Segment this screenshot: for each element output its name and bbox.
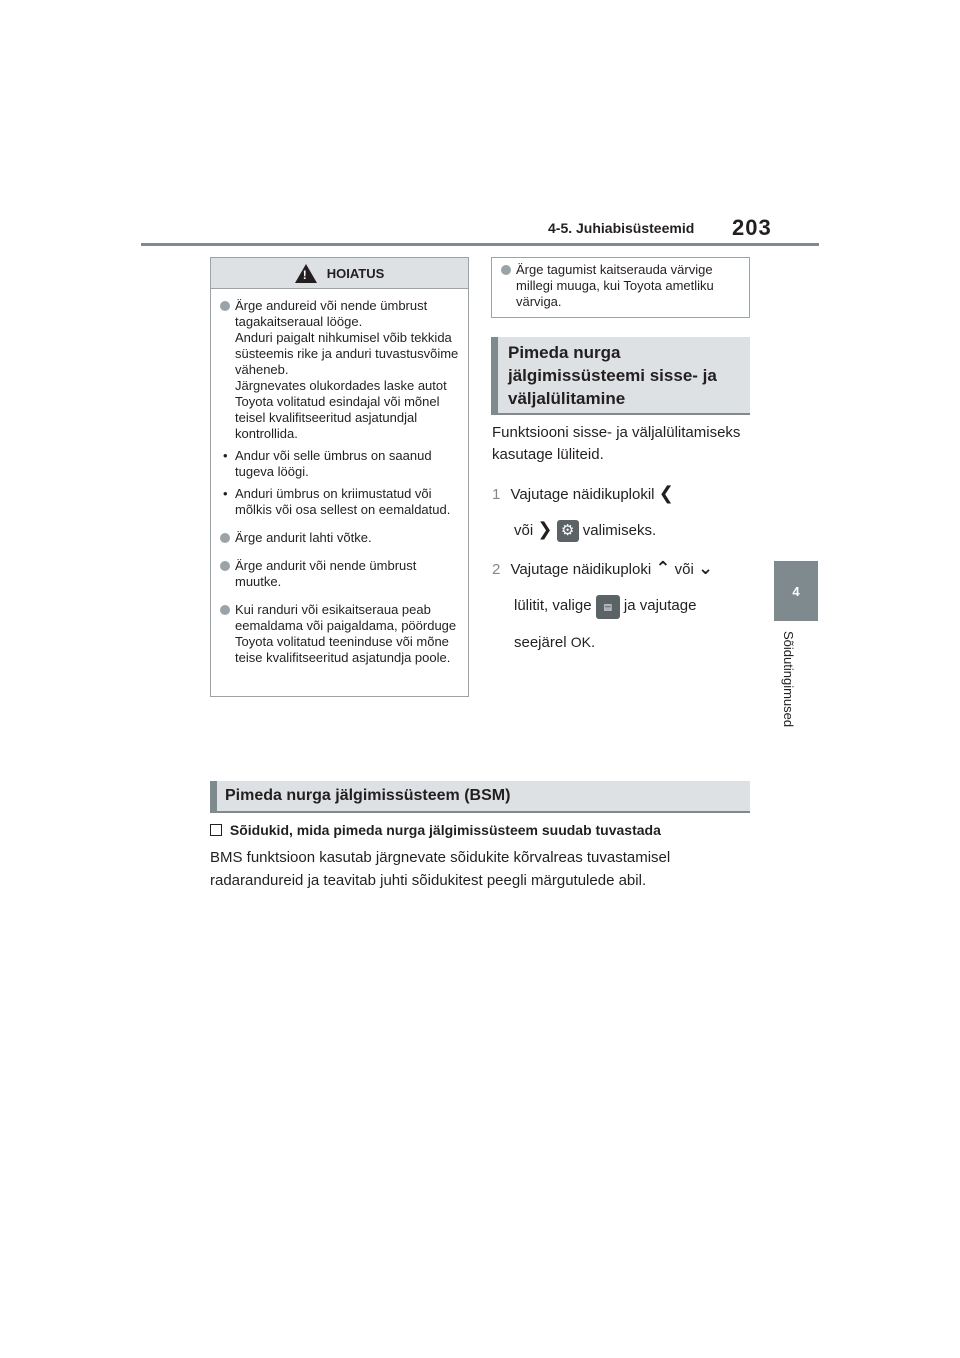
chapter-title: Sõidutingimused [781,631,796,728]
warning-title: HOIATUS [326,265,385,281]
warning-header [211,258,468,289]
bsm-heading: Pimeda nurga jälgimissüsteem (BSM) [210,781,750,813]
warning-box [210,257,469,697]
warning-item-line: Järgnevates olukordades laske autot Toyota volitatud esindajal või mõnel teisel kvalifitseeritud asjatundjal kontrollida. [235,378,447,441]
chevron-right-icon: ❯ [537,519,553,539]
header-rule [141,243,819,246]
warning-triangle-icon [295,264,317,283]
toggle-intro: Funktsiooni sisse- ja väljalülitamiseks kasutage lüliteid. [492,424,741,463]
bullet-icon [220,605,230,615]
chevron-up-icon: ⌃ [655,558,671,578]
warning-subitem: • Anduri ümbrus on kriimustatud või mõlkis või osa sellest on eemaldatud. [217,486,460,518]
ok-label: OK [570,634,591,650]
warning-item-line: Ärge andureid või nende ümbrust tagakaitseraual lööge. [235,298,428,329]
bsm-text: BMS funktsioon kasutab järgnevate sõidukite kõrvalreas tuvastamisel radarandureid ja teavitab juhti sõidukitest peegli märgutulede abil. [210,849,671,889]
warning-box-continued [491,257,750,318]
warning-item: Kui randuri või esikaitseraua peab eemaldama või paigaldama, pöörduge Toyota volitatud teeninduse või mõne teise kvalifitseeritud asjatundja poole. [217,602,460,666]
step-1: 1 Vajutage näidikuplokil ❮ või ❯ ⚙ valimiseks. [492,476,747,548]
chevron-down-icon: ⌄ [697,558,714,578]
warning-item: Ärge tagumist kaitserauda värvige millegi muuga, kui Toyota ametliku värviga. [498,262,741,310]
section-label: 4-5. Juhiabisüsteemid [548,220,695,236]
warning-item: Ärge andurit lahti võtke. [217,530,460,546]
warning-item: Ärge andurit või nende ümbrust muutke. [217,558,460,590]
step-number: 2 [492,561,501,578]
bullet-icon [220,301,230,311]
bullet-icon [501,265,511,275]
warning-subitem: • Andur või selle ümbrus on saanud tugeva löögi. [217,448,460,480]
bullet-icon [220,561,230,571]
chevron-left-icon: ❮ [658,483,674,503]
gear-icon: ⚙ [557,520,579,542]
square-bullet-icon [210,824,222,836]
chapter-number: 4 [792,583,800,599]
bullet-icon [220,533,230,543]
bsm-subheading: Sõidukid, mida pimeda nurga jälgimissüsteem suudab tuvastada [210,822,770,838]
warning-item-line: Anduri paigalt nihkumisel võib tekkida süsteemis rike ja anduri tuvastusvõime väheneb. [235,330,459,377]
step-2: 2 Vajutage näidikuploki ⌃ või ⌄ lülitit, valige ▤ ja vajutage seejärel OK. [492,558,714,651]
warning-item [217,298,460,442]
toggle-heading: Pimeda nurga jälgimissüsteemi sisse- ja väljalülitamine [491,337,750,415]
chapter-tab [774,561,818,621]
page-number: 203 [732,215,772,240]
step-number: 1 [492,486,501,503]
bsm-indicator-icon: ▤ [596,595,620,619]
